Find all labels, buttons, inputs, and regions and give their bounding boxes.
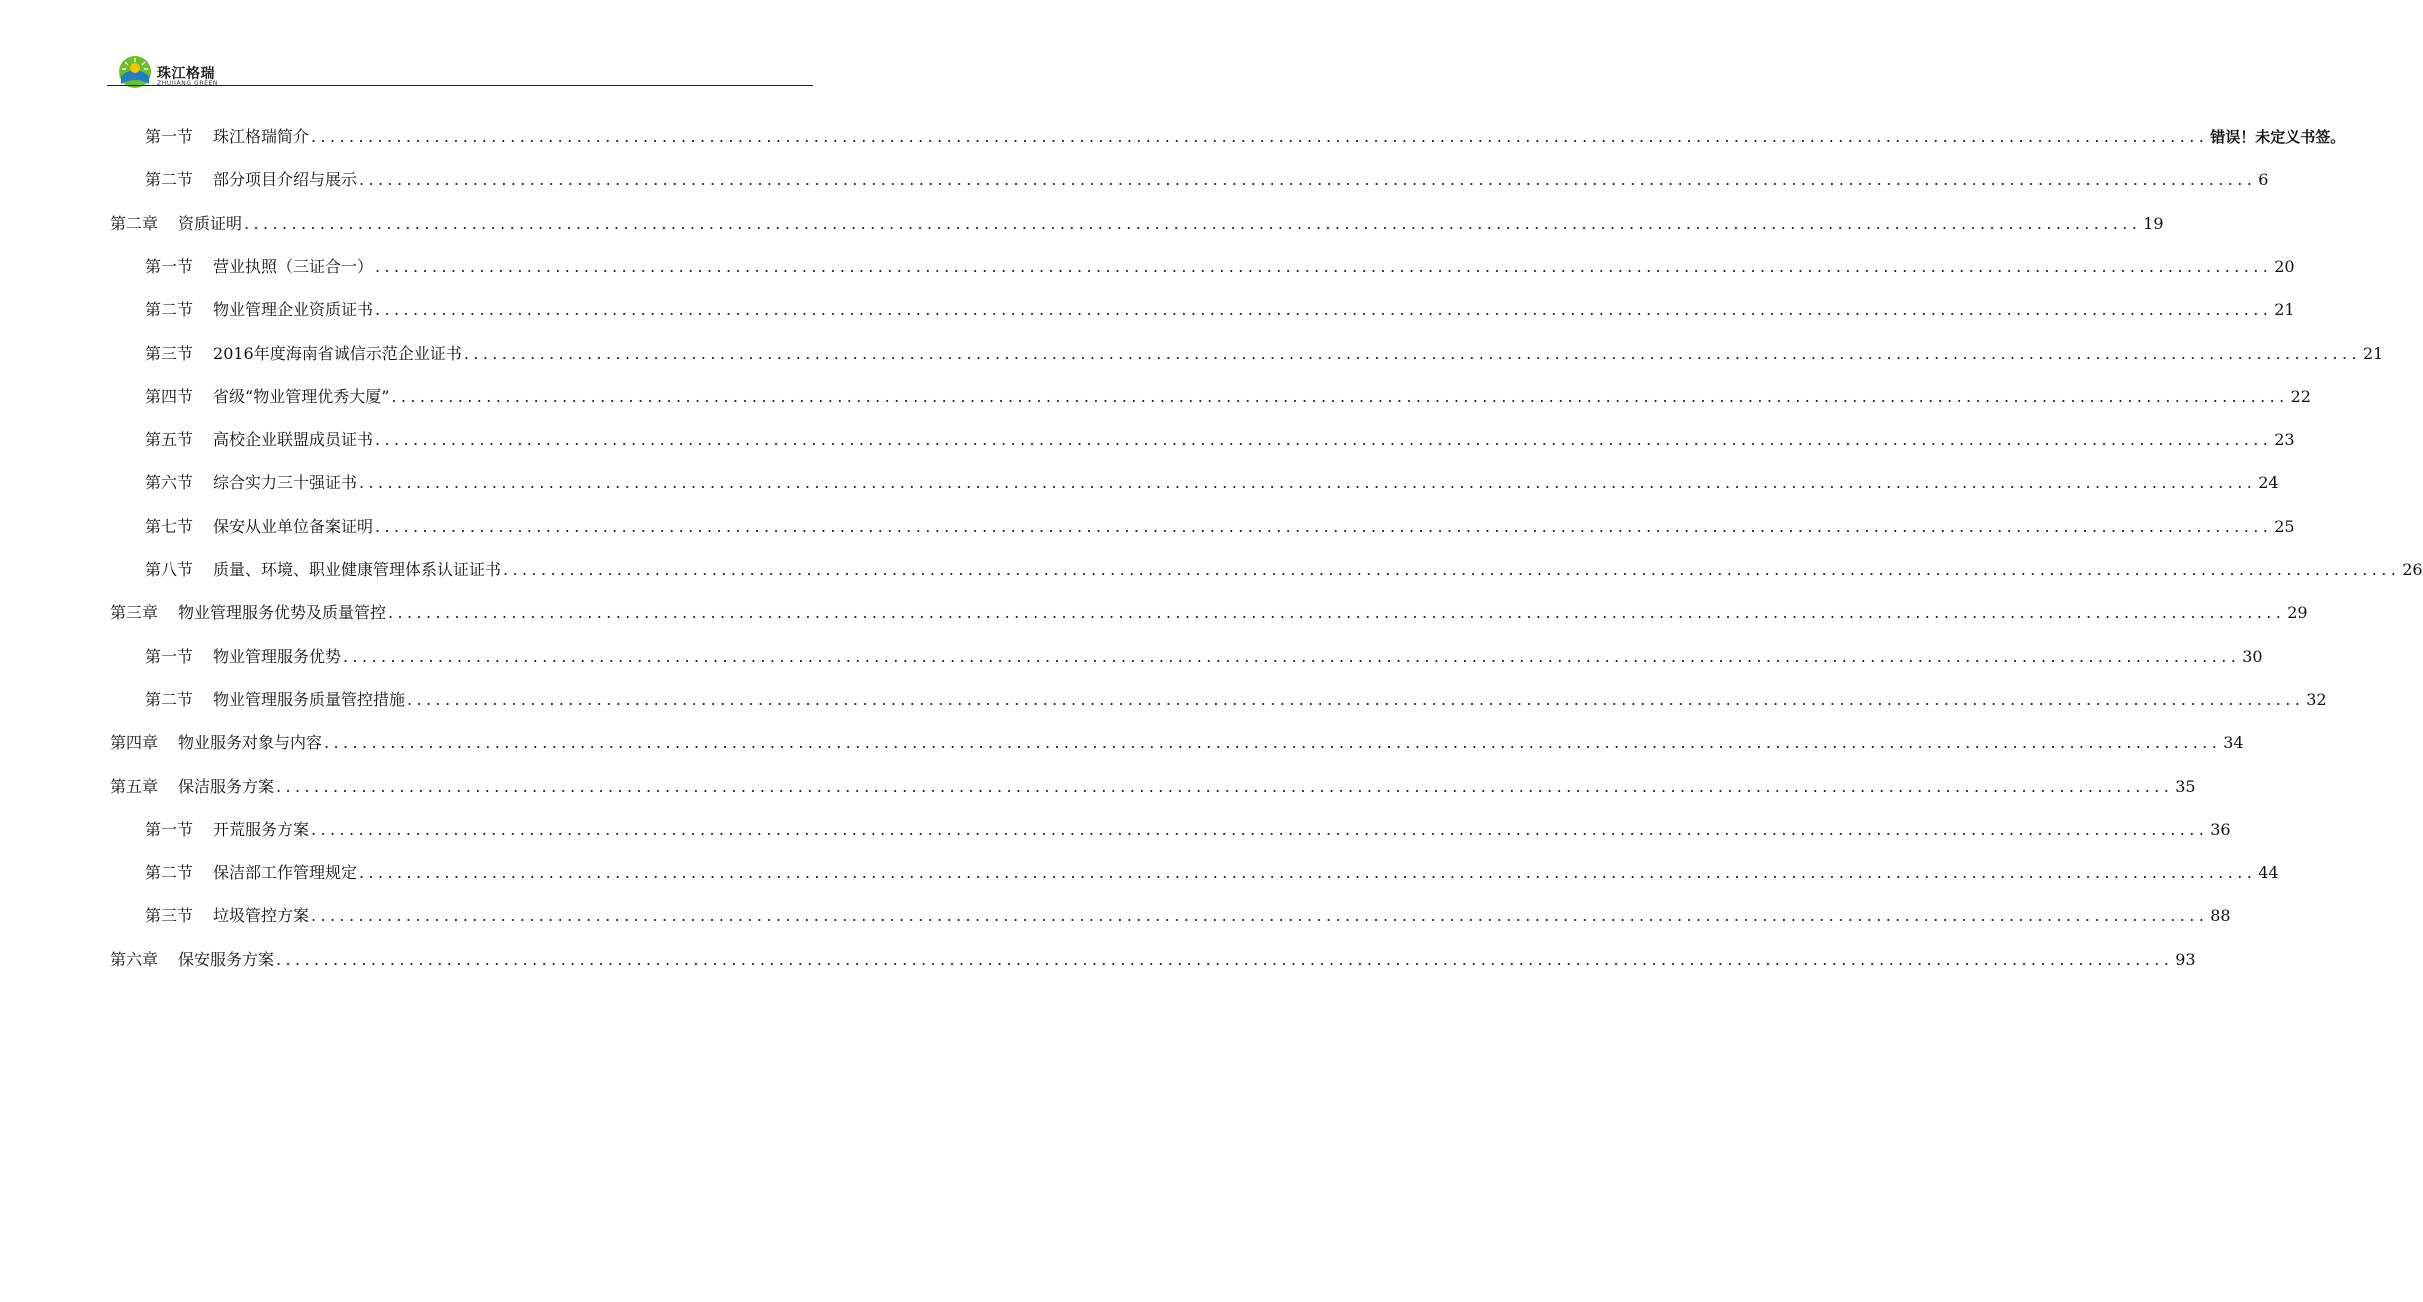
toc-entry[interactable]: [110, 726, 2244, 754]
logo-english-name: ZHUJIANG GREEN: [157, 80, 218, 87]
toc-dot-leader: ........................................................................................................................................................................................................: [375, 516, 2273, 536]
logo-chinese-name: 珠江格瑞: [157, 66, 215, 82]
toc-entry-page-number: 24: [2258, 473, 2279, 493]
toc-entry-number: 第一节: [145, 819, 194, 839]
toc-dot-leader: ........................................................................................................................................................................................................: [324, 733, 2222, 753]
toc-entry[interactable]: [145, 813, 2231, 841]
toc-entry-title: 2016年度海南省诚信示范企业证书: [213, 343, 462, 363]
toc-entry[interactable]: [145, 466, 2279, 494]
toc-entry-title: 物业管理服务质量管控措施: [213, 689, 406, 709]
toc-entry-title: 物业管理服务优势: [213, 646, 342, 666]
toc-entry[interactable]: [145, 640, 2263, 668]
toc-entry-title: 保安服务方案: [178, 949, 275, 969]
toc-entry-page-number: 25: [2274, 516, 2295, 536]
toc-entry-number: 第四节: [145, 386, 194, 406]
toc-entry-number: 第六节: [145, 473, 194, 493]
toc-entry-title: 开荒服务方案: [213, 819, 310, 839]
toc-entry-number: 第七节: [145, 516, 194, 536]
toc-entry-number: 第四章: [110, 733, 159, 753]
toc-dot-leader: ........................................................................................................................................................................................................: [359, 170, 2257, 190]
toc-entry[interactable]: [145, 510, 2295, 538]
toc-entry-title: 保洁服务方案: [178, 776, 275, 796]
toc-entry-title: 省级“物业管理优秀大厦”: [213, 386, 390, 406]
toc-entry[interactable]: [145, 553, 2423, 581]
toc-entry-title: 保洁部工作管理规定: [213, 863, 358, 883]
toc-entry-number: 第二节: [145, 863, 194, 883]
toc-entry-page-number: 20: [2274, 256, 2295, 276]
toc-entry-title: 部分项目介绍与展示: [213, 170, 358, 190]
toc-entry-page-number: 21: [2362, 343, 2384, 363]
toc-dot-leader: ........................................................................................................................................................................................................: [391, 386, 2289, 406]
toc-entry-number: 第五节: [145, 430, 194, 450]
toc-dot-leader: ........................................................................................................................................................................................................: [244, 213, 2142, 233]
toc-dot-leader: ........................................................................................................................................................................................................: [388, 603, 2286, 623]
toc-entry-number: 第五章: [110, 776, 159, 796]
toc-entry-title: 物业管理服务优势及质量管控: [178, 603, 387, 623]
toc-entry[interactable]: [145, 423, 2295, 451]
toc-entry-number: 第六章: [110, 949, 159, 969]
toc-entry-number: 第三章: [110, 603, 159, 623]
toc-entry-title: 物业服务对象与内容: [178, 733, 323, 753]
toc-entry[interactable]: [145, 380, 2311, 408]
toc-entry-number: 第二节: [145, 170, 194, 190]
toc-entry-title: 珠江格瑞简介: [213, 127, 310, 146]
toc-entry-page-number: 22: [2290, 386, 2311, 406]
toc-entry-title: 资质证明: [178, 213, 243, 233]
toc-dot-leader: ........................................................................................................................................................................................................: [276, 949, 2174, 969]
toc-entry[interactable]: [145, 683, 2327, 711]
toc-entry-page-number: 6: [2258, 170, 2269, 190]
toc-entry-number: 第八节: [145, 560, 194, 579]
toc-dot-leader: ........................................................................................................................................................................................................: [503, 560, 2401, 579]
toc-entry-title: 质量、环境、职业健康管理体系认证证书: [213, 560, 502, 579]
toc-entry[interactable]: [110, 207, 2164, 235]
toc-entry-page-number: 19: [2143, 213, 2164, 233]
toc-entry-number: 第三节: [145, 343, 194, 363]
toc-entry[interactable]: [110, 596, 2308, 624]
toc-dot-leader: ........................................................................................................................................................................................................: [375, 430, 2273, 450]
toc-entry-page-number: 36: [2210, 819, 2231, 839]
toc-dot-leader: ........................................................................................................................................................................................................: [359, 863, 2257, 883]
toc-entry-number: 第一节: [145, 646, 194, 666]
toc-dot-leader: ........................................................................................................................................................................................................: [375, 256, 2273, 276]
toc-entry[interactable]: [145, 120, 2346, 148]
toc-entry-title: 综合实力三十强证书: [213, 473, 358, 493]
toc-dot-leader: ........................................................................................................................................................................................................: [343, 646, 2241, 666]
toc-entry-page-number: 26: [2402, 560, 2423, 579]
toc-entry-page-number: 34: [2223, 733, 2244, 753]
toc-entry-number: 第二章: [110, 213, 159, 233]
toc-entry-page-number: 21: [2274, 300, 2295, 320]
toc-entry-error-message: 错误！未定义书签。: [2210, 128, 2346, 146]
toc-entry-number: 第三节: [145, 906, 194, 926]
toc-entry[interactable]: [145, 250, 2295, 278]
toc-entry[interactable]: [110, 770, 2196, 798]
toc-dot-leader: ........................................................................................................................................................................................................: [276, 776, 2174, 796]
toc-entry[interactable]: [145, 293, 2295, 321]
toc-entry[interactable]: [145, 856, 2279, 884]
toc-entry-page-number: 44: [2258, 863, 2279, 883]
toc-dot-leader: ........................................................................................................................................................................................................: [463, 343, 2361, 363]
toc-dot-leader: ........................................................................................................................................................................................................: [375, 300, 2273, 320]
toc-entry-page-number: 88: [2210, 906, 2231, 926]
toc-entry-title: 营业执照（三证合一）: [213, 256, 374, 276]
toc-entry-title: 垃圾管控方案: [213, 906, 310, 926]
header-divider: [107, 85, 813, 86]
toc-entry[interactable]: [145, 899, 2231, 927]
toc-dot-leader: ........................................................................................................................................................................................................: [359, 473, 2257, 493]
toc-dot-leader: ........................................................................................................................................................................................................: [311, 819, 2209, 839]
toc-entry-page-number: 93: [2175, 949, 2196, 969]
toc-entry-number: 第一节: [145, 127, 194, 146]
toc-dot-leader: ........................................................................................................................................................................................................: [407, 689, 2305, 709]
toc-entry-title: 高校企业联盟成员证书: [213, 430, 374, 450]
page-header: [107, 48, 813, 88]
toc-entry[interactable]: [145, 163, 2269, 191]
toc-entry-title: 物业管理企业资质证书: [213, 300, 374, 320]
toc-entry-page-number: 29: [2287, 603, 2308, 623]
toc-entry-page-number: 35: [2175, 776, 2196, 796]
toc-entry-page-number: 30: [2242, 646, 2263, 666]
toc-dot-leader: ........................................................................................................................................................................................................: [311, 127, 2209, 146]
toc-entry-number: 第一节: [145, 256, 194, 276]
toc-entry-title: 保安从业单位备案证明: [213, 516, 374, 536]
toc-entry-number: 第二节: [145, 300, 194, 320]
toc-entry-number: 第二节: [145, 689, 194, 709]
toc-dot-leader: ........................................................................................................................................................................................................: [311, 906, 2209, 926]
toc-entry-page-number: 32: [2306, 689, 2327, 709]
toc-entry[interactable]: [145, 337, 2384, 365]
toc-entry[interactable]: [110, 943, 2196, 971]
toc-entry-page-number: 23: [2274, 430, 2295, 450]
